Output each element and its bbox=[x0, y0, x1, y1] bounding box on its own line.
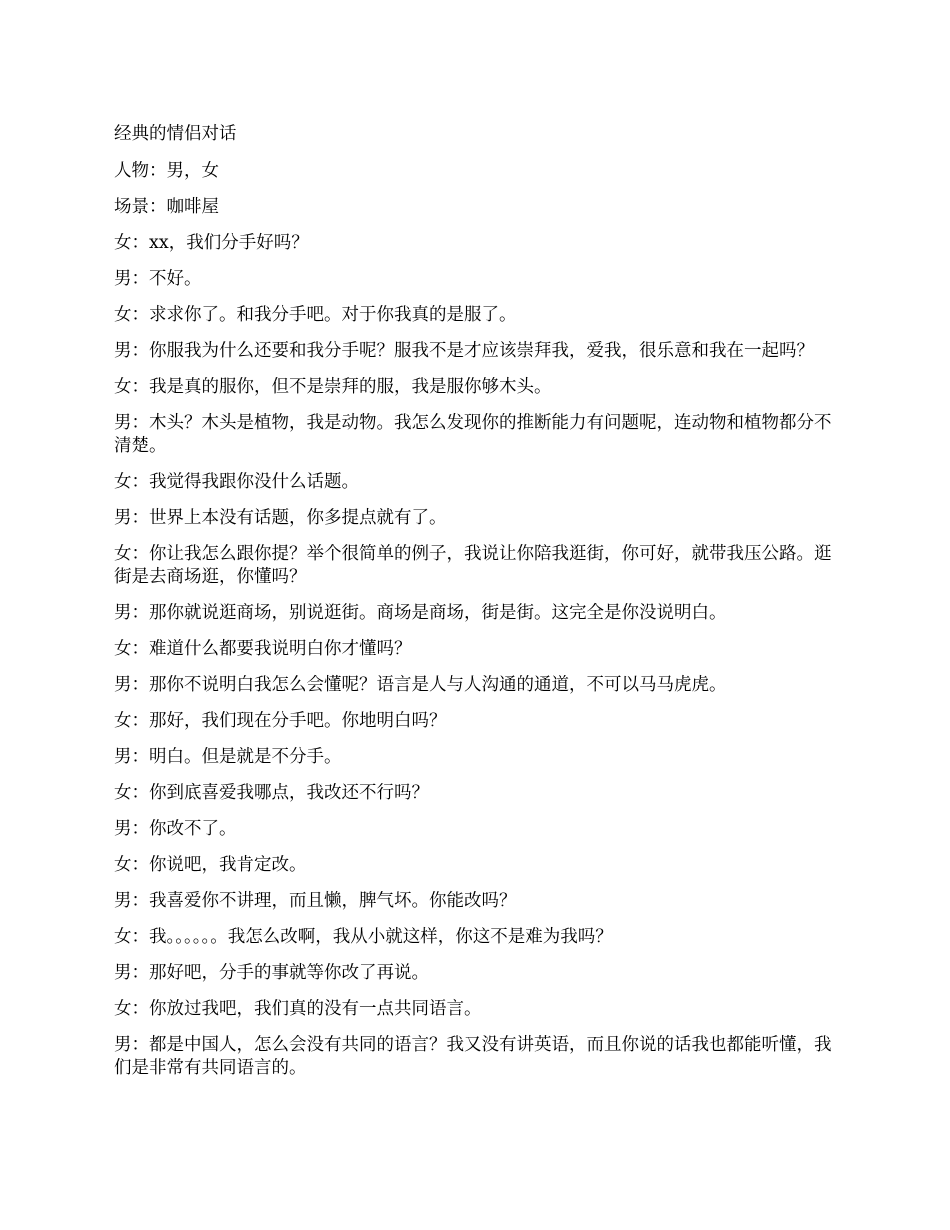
dialogue-line: 女：那好，我们现在分手吧。你地明白吗？ bbox=[114, 711, 447, 731]
dialogue-line: 男：你服我为什么还要和我分手呢？服我不是才应该崇拜我，爱我，很乐意和我在一起吗？ bbox=[114, 341, 814, 361]
dialogue-line: 男：都是中国人，怎么会没有共同的语言？我又没有讲英语，而且你说的话我也都能听懂，我们是非常有共同语言的。 bbox=[114, 1035, 832, 1078]
dialogue-line: 女：你说吧，我肯定改。 bbox=[114, 855, 307, 875]
characters-line: 人物：男，女 bbox=[114, 161, 219, 181]
dialogue-line: 女：难道什么都要我说明白你才懂吗？ bbox=[114, 639, 412, 659]
dialogue-line: 男：那你就说逛商场，别说逛街。商场是商场，街是街。这完全是你没说明白。 bbox=[114, 603, 727, 623]
dialogue-line: 男：世界上本没有话题，你多提点就有了。 bbox=[114, 508, 447, 528]
dialogue-line: 男：那好吧，分手的事就等你改了再说。 bbox=[114, 963, 429, 983]
dialogue-line: 女：xx，我们分手好吗？ bbox=[114, 233, 309, 253]
dialogue-line: 女：你到底喜爱我哪点，我改还不行吗？ bbox=[114, 783, 429, 803]
dialogue-line: 女：你放过我吧，我们真的没有一点共同语言。 bbox=[114, 999, 482, 1019]
dialogue-line: 女：我。。。。。。我怎么改啊，我从小就这样，你这不是难为我吗？ bbox=[114, 927, 613, 947]
dialogue-line: 男：你改不了。 bbox=[114, 819, 237, 839]
dialogue-line: 男：我喜爱你不讲理，而且懒，脾气坏。你能改吗？ bbox=[114, 891, 517, 911]
dialogue-line: 女：我觉得我跟你没什么话题。 bbox=[114, 472, 359, 492]
document-title: 经典的情侣对话 bbox=[114, 124, 237, 144]
dialogue-line: 男：明白。但是就是不分手。 bbox=[114, 747, 342, 767]
dialogue-line: 女：我是真的服你，但不是崇拜的服，我是服你够木头。 bbox=[114, 377, 552, 397]
scene-line: 场景：咖啡屋 bbox=[114, 197, 219, 217]
dialogue-line: 男：不好。 bbox=[114, 269, 202, 289]
dialogue-line: 女：你让我怎么跟你提？举个很简单的例子，我说让你陪我逛街，你可好，就带我压公路。逛街是去商场逛，你懂吗？ bbox=[114, 544, 832, 587]
document-page bbox=[114, 123, 844, 1093]
dialogue-line: 男：木头？木头是植物，我是动物。我怎么发现你的推断能力有问题呢，连动物和植物都分不清楚。 bbox=[114, 413, 832, 456]
dialogue-line: 女：求求你了。和我分手吧。对于你我真的是服了。 bbox=[114, 305, 517, 325]
dialogue-line: 男：那你不说明白我怎么会懂呢？语言是人与人沟通的通道，不可以马马虎虎。 bbox=[114, 675, 727, 695]
